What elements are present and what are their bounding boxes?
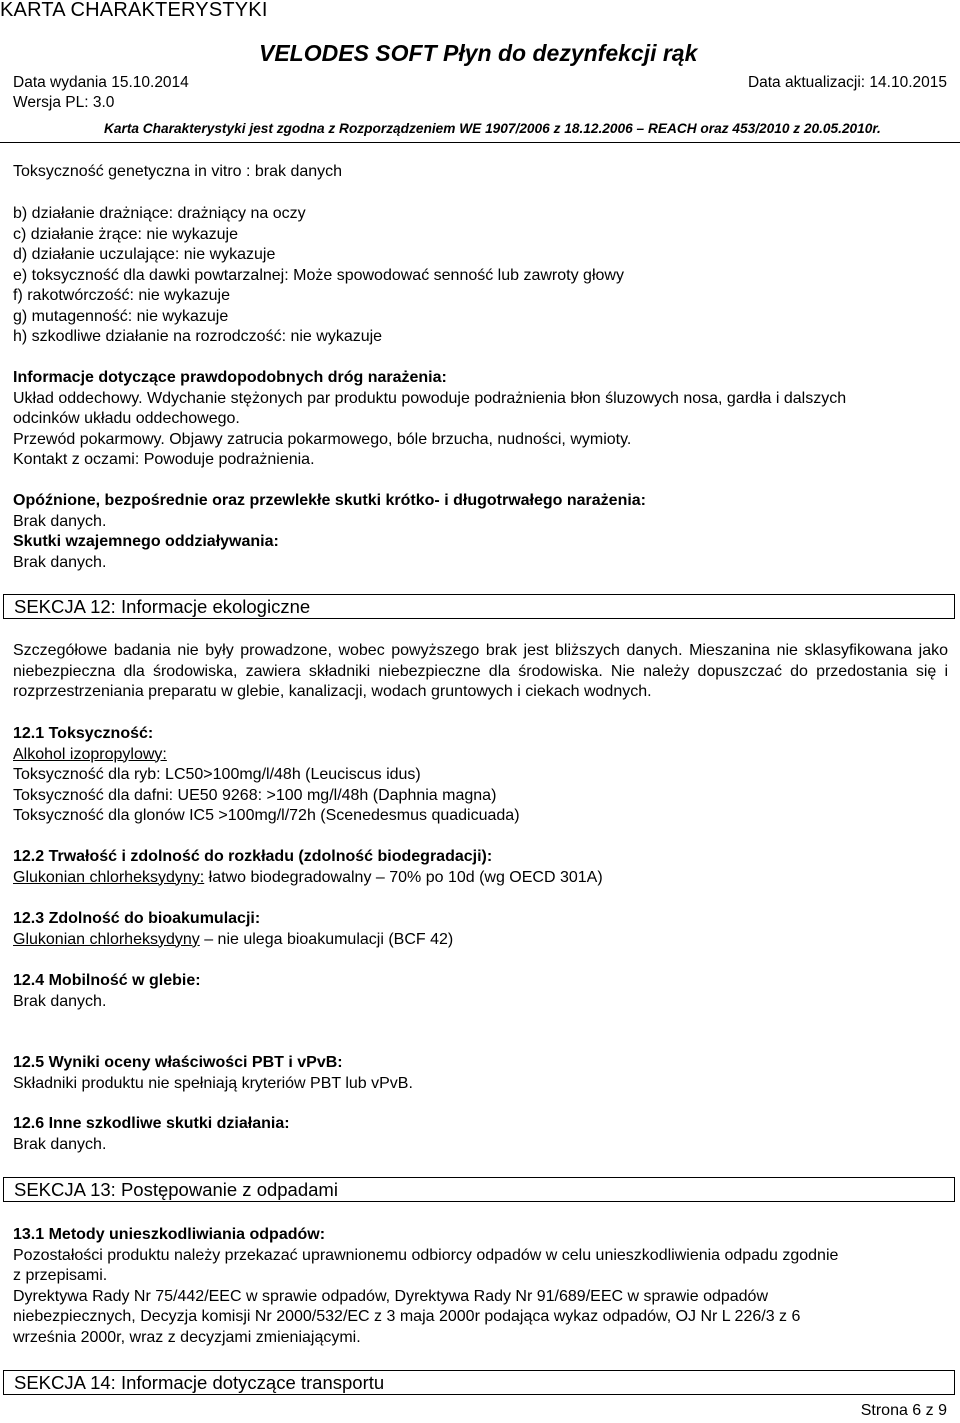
- regulations-text: niebezpiecznych, Decyzja komisji Nr 2000/532/EC z 3 maja 2000r podająca wykaz odpadów, OJ Nr L 226/3 z 6: [13, 1308, 801, 1325]
- document-type: KARTA CHARAKTERYSTYKI: [0, 0, 268, 21]
- exposure-routes-heading: Informacje dotyczące prawdopodobnych dróg narażenia:: [13, 369, 447, 386]
- other-effects-text: Brak danych.: [13, 1135, 107, 1153]
- oral-route: [13, 430, 631, 450]
- algae-toxicity: Toksyczność dla glonów IC5 >100mg/l/72h (Scenedesmus quadicuada): [13, 807, 520, 824]
- delayed-effects-text: Brak danych.: [13, 512, 107, 530]
- respiratory-text-cont: odcinków układu oddechowego.: [13, 410, 240, 427]
- substance-name: Alkohol izopropylowy:: [13, 745, 167, 763]
- regulations-text: września 2000r, wraz z decyzjami zmieniającymi.: [13, 1328, 361, 1346]
- tox-item: b) działanie drażniące: drażniący na oczy: [13, 205, 306, 222]
- tox-item: e) toksyczność dla dawki powtarzalnej: Może spowodować senność lub zawroty głowy: [13, 266, 624, 284]
- bioaccumulation-text: – nie ulega bioakumulacji (BCF 42): [199, 930, 454, 948]
- tox-item: d) działanie uczulające: nie wykazuje: [13, 246, 276, 263]
- other-effects-heading: 12.6 Inne szkodliwe skutki działania:: [13, 1115, 290, 1132]
- oral-label: Przewód pokarmowy.: [13, 430, 165, 448]
- degradability-row: [13, 868, 603, 888]
- product-name: VELODES SOFT Płyn do dezynfekcji rąk: [259, 40, 698, 66]
- section-12-intro: Szczegółowe badania nie były prowadzone, wobec powyższego brak jest bliższych danych. Mieszanina nie sklasyfikowana jako niebezpieczna dla środowiska, zawiera składniki niebezpieczne dla środowiska. Nie należy dopuszczać do przedostania się i rozprzestrzeniania preparatu w glebie, kanalizacji, wodach gruntowych i ciekach wodnych.: [13, 642, 948, 701]
- disposal-methods-heading: 13.1 Metody unieszkodliwiania odpadów:: [13, 1226, 326, 1243]
- section-12-title: SEKCJA 12: Informacje ekologiczne: [3, 594, 955, 619]
- section-14-title: SEKCJA 14: Informacje dotyczące transportu: [3, 1370, 955, 1395]
- update-date: Data aktualizacji: 14.10.2015: [747, 74, 947, 91]
- respiratory-label: Układ oddechowy.: [13, 389, 143, 407]
- daphnia-toxicity: Toksyczność dla dafni: UE50 9268: >100 mg/l/48h (Daphnia magna): [13, 786, 497, 804]
- fish-toxicity: Toksyczność dla ryb: LC50>100mg/l/48h (Leuciscus idus): [13, 766, 421, 783]
- toxicity-heading: 12.1 Toksyczność:: [13, 725, 154, 742]
- regulation-note: Karta Charakterystyki jest zgodna z Rozporządzeniem WE 1907/2006 z 18.12.2006 – REACH oraz 453/2010 z 20.05.2010r.: [104, 121, 881, 136]
- delayed-effects-heading: Opóźnione, bezpośrednie oraz przewlekłe skutki krótko- i długotrwałego narażenia:: [13, 492, 647, 509]
- interaction-effects-text: Brak danych.: [13, 553, 107, 571]
- bioaccumulation-heading: 12.3 Zdolność do bioakumulacji:: [13, 910, 261, 927]
- oral-text: Objawy zatrucia pokarmowego, bóle brzucha, nudności, wymioty.: [169, 430, 632, 448]
- section-13-title: SEKCJA 13: Postępowanie z odpadami: [3, 1177, 955, 1202]
- disposal-text: z przepisami.: [13, 1267, 108, 1284]
- degradability-heading: 12.2 Trwałość i zdolność do rozkładu (zdolność biodegradacji):: [13, 848, 493, 865]
- pbt-heading: 12.5 Wyniki oceny właściwości PBT i vPvB:: [13, 1054, 343, 1071]
- version: Wersja PL: 3.0: [13, 94, 115, 111]
- disposal-text: Pozostałości produktu należy przekazać uprawnionemu odbiorcy odpadów w celu unieszkodliwienia odpadu zgodnie: [13, 1246, 839, 1264]
- tox-item: f) rakotwórczość: nie wykazuje: [13, 287, 230, 304]
- header-divider: [0, 142, 960, 143]
- eye-contact: Kontakt z oczami: Powoduje podrażnienia.: [13, 451, 315, 468]
- bioaccumulation-row: [13, 930, 453, 950]
- tox-item: h) szkodliwe działanie na rozrodczość: nie wykazuje: [13, 328, 383, 345]
- tox-item: g) mutagenność: nie wykazuje: [13, 307, 229, 325]
- tox-item: c) działanie żrące: nie wykazuje: [13, 225, 238, 243]
- respiratory-route: [13, 389, 846, 409]
- genetic-toxicity: Toksyczność genetyczna in vitro : brak danych: [13, 163, 343, 180]
- mobility-text: Brak danych.: [13, 992, 107, 1010]
- pbt-text: Składniki produktu nie spełniają kryteriów PBT lub vPvB.: [13, 1074, 413, 1092]
- respiratory-text: Wdychanie stężonych par produktu powoduje podrażnienia błon śluzowych nosa, gardła i dalszych: [147, 389, 847, 407]
- degradability-text: łatwo biodegradowalny – 70% po 10d (wg OECD 301A): [204, 868, 603, 886]
- interaction-effects-heading: Skutki wzajemnego oddziaływania:: [13, 533, 279, 550]
- regulations-text: Dyrektywa Rady Nr 75/442/EEC w sprawie odpadów, Dyrektywa Rady Nr 91/689/EEC w sprawie odpadów: [13, 1287, 769, 1305]
- degradability-substance: Glukonian chlorheksydyny:: [13, 868, 205, 886]
- mobility-heading: 12.4 Mobilność w glebie:: [13, 972, 201, 989]
- page-number: Strona 6 z 9: [860, 1402, 947, 1419]
- bioaccumulation-substance: Glukonian chlorheksydyny: [13, 930, 200, 948]
- issue-date: Data wydania 15.10.2014: [13, 74, 189, 91]
